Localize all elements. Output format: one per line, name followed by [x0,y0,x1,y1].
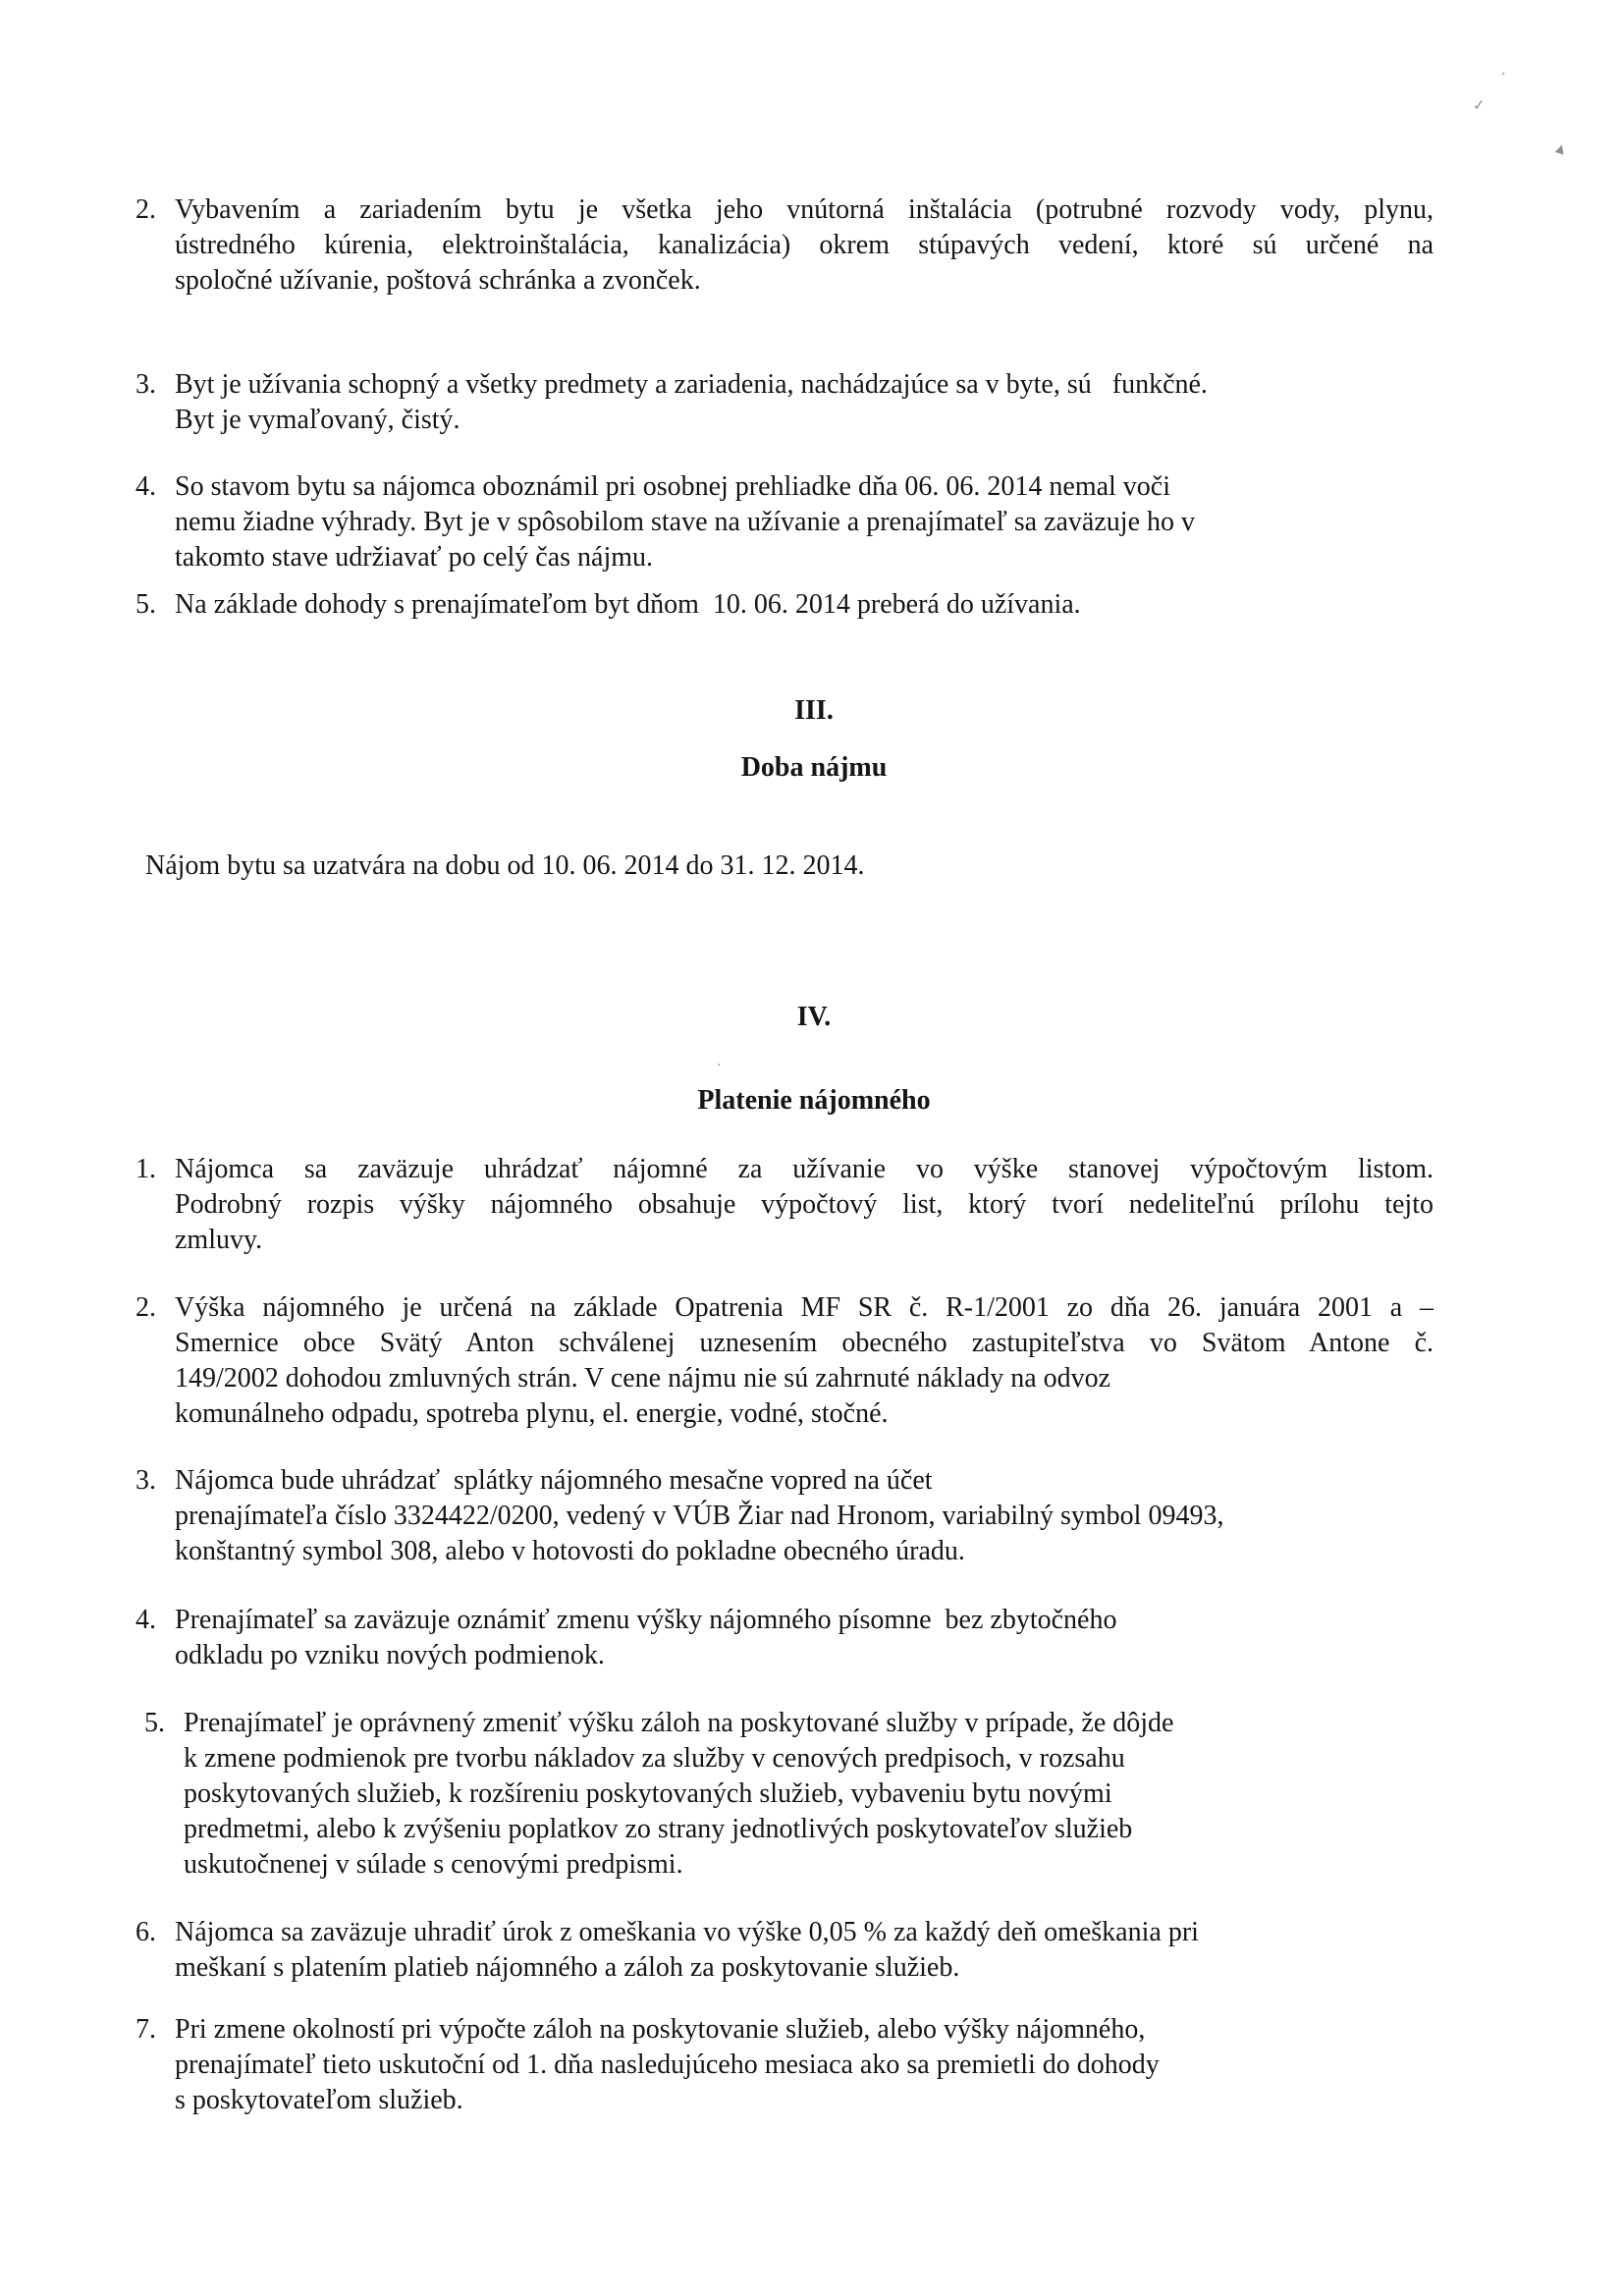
scan-artifact: ✓ [1472,95,1487,115]
clause-number: 1. [135,1154,156,1184]
clause-text: Prenajímateľ je oprávnený zmeniť výšku záloh na poskytované služby v prípade, že dôjde k zmene podmienok pre tvorbu nákladov za služby v cenových predpisoch, v rozsahu poskytovaných služieb, k rozšíreniu poskytovaných služieb, vybaveniu bytu novými predmetmi, alebo k zvýšeniu poplatkov zo strany jednotlivých poskytovateľov služieb uskutočnenej v súlade s cenovými predpismi. [184,1708,1174,1880]
clause-iv-5 [135,1706,1434,1883]
section-iii-body: Nájom bytu sa uzatvára na dobu od 10. 06. 2014 do 31. 12. 2014. [145,850,865,881]
clause-text: Byt je užívania schopný a všetky predmety a zariadenia, nachádzajúce sa v byte, sú funkčné. Byt je vymaľovaný, čistý. [175,369,1208,435]
clause-text: Nájomca sa zaväzuje uhradiť úrok z omeškania vo výške 0,05 % za každý deň omeškania pri meškaní s platením platieb nájomného a záloh za poskytovanie služieb. [175,1917,1199,1983]
clause-text: Prenajímateľ sa zaväzuje oznámiť zmenu výšky nájomného písomne bez zbytočného odkladu po vzniku nových podmienok. [175,1605,1117,1670]
clause-number: 6. [135,1917,156,1947]
clause-number: 2. [135,194,156,225]
clause-text: Pri zmene okolností pri výpočte záloh na poskytovanie služieb, alebo výšky nájomného, prenajímateľ tieto uskutoční od 1. dňa nasledujúceho mesiaca ako sa premietli do dohody s poskytovateľom služieb. [175,2014,1160,2115]
scan-artifact: ▲ [1554,139,1568,157]
clause-iv-3 [135,1463,1434,1569]
clause-number: 5. [135,589,156,620]
clause-ii-2 [135,192,1434,299]
section-iii-number: III. [794,695,834,726]
clause-iv-6 [135,1915,1434,1986]
clause-number: 3. [135,1465,156,1496]
clause-text: Nájomca sa zaväzuje uhrádzať nájomné za užívanie vo výške stanovej výpočtovým listom. Podrobný rozpis výšky nájomného obsahuje výpočtový list, ktorý tvorí nedeliteľnú prílohu tejto zmluvy. [175,1154,1434,1255]
contract-text-block [135,192,1434,2118]
clause-ii-4 [135,469,1434,575]
clause-ii-5 [135,587,1434,623]
clause-number: 5. [144,1708,165,1738]
scan-artifact: ʼ [1498,70,1506,86]
clause-text: So stavom bytu sa nájomca oboznámil pri osobnej prehliadke dňa 06. 06. 2014 nemal voči nemu žiadne výhrady. Byt je v spôsobilom stave na užívanie a prenajímateľ sa zaväzuje ho v takomto stave udržiavať po celý čas nájmu. [175,471,1195,573]
clause-text: Výška nájomného je určená na základe Opatrenia MF SR č. R-1/2001 zo dňa 26. januára 2001 a – Smernice obce Svätý Anton schválenej uznesením obecného zastupiteľstva vo Svätom Antone č. 149/2002 dohodou zmluvných strán. V cene nájmu nie sú zahrnuté náklady na odvoz komunálneho odpadu, spotreba plynu, el. energie, vodné, stočné. [175,1292,1434,1429]
clause-number: 7. [135,2014,156,2045]
section-iv-number: IV. [796,1002,832,1032]
clause-number: 2. [135,1292,156,1323]
clause-text: Na základe dohody s prenajímateľom byt dňom 10. 06. 2014 preberá do užívania. [175,589,1081,620]
clause-iv-7 [135,2012,1434,2118]
clause-ii-3 [135,367,1434,438]
clause-number: 4. [135,471,156,502]
section-iii-title: Doba nájmu [740,752,888,783]
clause-text: Nájomca bude uhrádzať splátky nájomného mesačne vopred na účet prenajímateľa číslo 3324422/0200, vedený v VÚB Žiar nad Hronom, variabilný symbol 09493, konštantný symbol 308, alebo v hotovosti do pokladne obecného úradu. [175,1465,1224,1566]
scan-artifact: · [717,1058,722,1073]
section-iv-title: Platenie nájomného [697,1085,931,1116]
clause-number: 4. [135,1605,156,1635]
clause-iv-2 [135,1290,1434,1432]
clause-number: 3. [135,369,156,400]
clause-iv-1 [135,1152,1434,1258]
clause-text: Vybavením a zariadením bytu je všetka jeho vnútorná inštalácia (potrubné rozvody vody, plynu, ústredného kúrenia, elektroinštalácia, kanalizácia) okrem stúpavých vedení, ktoré sú určené na spoločné užívanie, poštová schránka a zvonček. [175,194,1434,296]
clause-iv-4 [135,1603,1434,1673]
